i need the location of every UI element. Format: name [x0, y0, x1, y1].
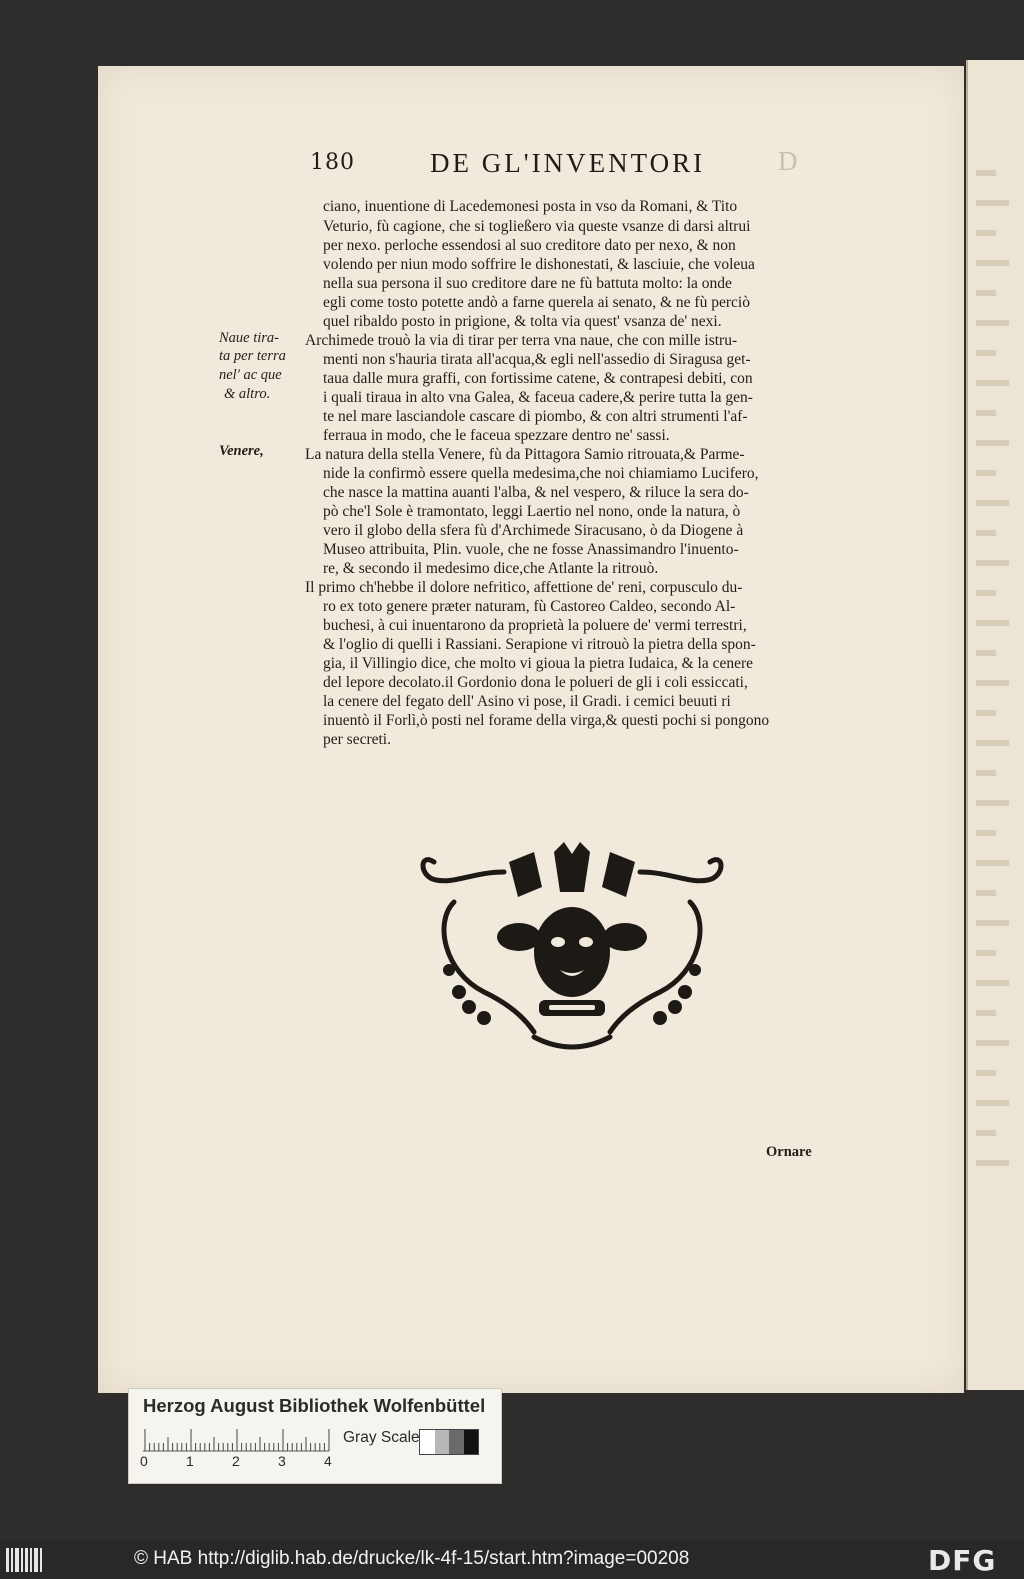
catchword: Ornare — [766, 1144, 812, 1160]
text-line: La natura della stella Venere, fù da Pittagora Samio ritrouata,& Parme- — [305, 446, 745, 463]
bleed-through-line — [976, 1010, 996, 1016]
bleed-through-line — [976, 650, 996, 656]
bleed-through-line — [976, 620, 1009, 626]
margin-note-naue-4: & altro. — [224, 386, 271, 402]
footer-link[interactable]: © HAB http://diglib.hab.de/drucke/lk-4f-15/start.htm?image=00208 — [134, 1548, 690, 1569]
bleed-through-line — [976, 380, 1009, 386]
text-line: che nasce la mattina auanti l'alba, & nel vespero, & riluce la sera do- — [323, 484, 749, 501]
bleed-through-line — [976, 500, 1009, 506]
ruler-number-0: 0 — [140, 1453, 148, 1469]
text-line: te nel mare lasciandole cascare di piombo, & con altri strumenti l'af- — [323, 408, 748, 425]
text-line: Il primo ch'hebbe il dolore nefritico, affettione de' reni, corpusculo du- — [305, 579, 743, 596]
bleed-through-line — [976, 1100, 1009, 1106]
text-line: re, & secondo il medesimo dice,che Atlante la ritrouò. — [323, 560, 659, 577]
gray-scale-label: Gray Scale — [343, 1429, 420, 1446]
gray-patch-dark — [449, 1430, 464, 1454]
text-line: inuentò il Forlì,ò posti nel forame della virga,& questi pochi si pongono — [323, 712, 770, 729]
ruler-number-3: 3 — [278, 1453, 286, 1469]
bleed-through-line — [976, 920, 1009, 926]
grotesque-mask-ornament-icon — [414, 842, 730, 1057]
text-line: & l'oglio di quelli i Rassiani. Serapione vi ritrouò la pietra della spon- — [323, 636, 756, 653]
text-line: nide la confirmò essere quella medesima,che noi chiamiamo Lucifero, — [323, 465, 759, 482]
text-line: nella sua persona il suo creditore dare ne fù battuta molto: la onde — [323, 275, 732, 292]
text-line: quel ribaldo posto in prigione, & tolta via quest' vsanza de' nexi. — [323, 313, 722, 330]
color-scale-card — [128, 1388, 502, 1484]
text-line: ferraua in modo, che le faceua spezzare dentro ne' sassi. — [323, 427, 670, 444]
text-line: volendo per niun modo soffrire le dishonestati, & lasciuie, che voleua — [323, 256, 755, 273]
text-line: Archimede trouò la via di tirar per terra vna naue, che con mille istru- — [305, 332, 738, 349]
barcode-icon — [6, 1548, 46, 1572]
library-name: Herzog August Bibliothek Wolfenbüttel — [143, 1395, 486, 1416]
text-line: del lepore decolato.il Gordonio dona le polueri de gli i coli essiccati, — [323, 674, 748, 691]
bleed-through-line — [976, 1070, 996, 1076]
bleed-through-line — [976, 290, 996, 296]
bleed-through-line — [976, 980, 1009, 986]
running-title: DE GL'INVENTORI — [430, 148, 706, 178]
text-line: buchesi, à cui inuentarono da proprietà la poluere de' vermi terrestri, — [323, 617, 747, 634]
text-line: Museo attribuita, Plin. vuole, che ne fosse Anassimandro l'inuento- — [323, 541, 739, 558]
bleed-through-line — [976, 470, 996, 476]
footer-bar — [0, 1540, 1024, 1579]
text-line: per secreti. — [323, 731, 391, 748]
bleed-through-line — [976, 710, 996, 716]
bleed-through-line — [976, 230, 996, 236]
text-line: i quali tiraua in alto vna Galea, & faceua cadere,& perire tutta la gen- — [323, 389, 753, 406]
bleed-through-line — [976, 680, 1009, 686]
bleed-through-line — [976, 410, 996, 416]
text-line: egli come tosto potette andò a farne querela ai senato, & ne fù perciò — [323, 294, 750, 311]
bleed-through-line — [976, 440, 1009, 446]
bleed-through-line — [976, 350, 996, 356]
text-line: ciano, inuentione di Lacedemonesi posta in vso da Romani, & Tito — [323, 198, 738, 215]
bleed-through-line — [976, 890, 996, 896]
bleed-through-line — [976, 1160, 1009, 1166]
bleed-through-line — [976, 1130, 996, 1136]
page-number: 180 — [310, 150, 355, 175]
bleed-through-line — [976, 170, 996, 176]
ruler-number-1: 1 — [186, 1453, 194, 1469]
bleed-through-line — [976, 260, 1009, 266]
margin-note-naue-3: nel' ac que — [219, 367, 282, 383]
text-line: gia, il Villingio dice, che molto vi gioua la pietra Iudaica, & la cenere — [323, 655, 754, 672]
bleed-through-line — [976, 200, 1009, 206]
text-line: per nexo. perloche essendosi al suo creditore dato per nexo, & non — [323, 237, 736, 254]
bleed-through-line — [976, 950, 996, 956]
text-line: taua dalle mura graffi, con fortissime catene, & contrapesi debiti, con — [323, 370, 753, 387]
text-line: Veturio, fù cagione, che si togließero via queste vsanze di darsi altrui — [323, 218, 751, 235]
bleed-through-line — [976, 860, 1009, 866]
ruler-number-2: 2 — [232, 1453, 240, 1469]
dfg-logo: DFG — [928, 1544, 997, 1577]
bleed-through-line — [976, 800, 1009, 806]
text-line: pò che'l Sole è tramontato, leggi Laertio nel nono, onde la natura, ò — [323, 503, 741, 520]
bleed-through-line — [976, 560, 1009, 566]
bleed-through-line — [976, 530, 996, 536]
bleed-through-letter: D — [778, 146, 798, 176]
text-line: menti non s'hauria tirata all'acqua,& egli nell'assedio di Siragusa get- — [323, 351, 751, 368]
margin-note-naue-1: Naue tira- — [219, 330, 280, 346]
margin-note-venere: Venere, — [219, 443, 264, 459]
text-line: ro ex toto genere præter naturam, fù Castoreo Caldeo, secondo Al- — [323, 598, 736, 615]
ruler-number-4: 4 — [324, 1453, 332, 1469]
gray-patch-light — [435, 1430, 450, 1454]
gray-patch-white — [420, 1430, 435, 1454]
text-line: la cenere del fegato dell' Asino vi pose, il Gradi. i cemici beuuti ri — [323, 693, 731, 710]
bleed-through-line — [976, 740, 1009, 746]
ruler-icon — [143, 1427, 333, 1453]
bleed-through-line — [976, 1040, 1009, 1046]
bleed-through-line — [976, 590, 996, 596]
bleed-through-line — [976, 830, 996, 836]
gray-patch-black — [464, 1430, 479, 1454]
bleed-through-line — [976, 320, 1009, 326]
margin-note-naue-2: ta per terra — [219, 348, 286, 364]
bleed-through-line — [976, 770, 996, 776]
gray-scale-patches — [419, 1429, 479, 1455]
text-line: vero il globo della sfera fù d'Archimede Siracusano, ò da Diogene à — [323, 522, 744, 539]
adjacent-page-edge — [966, 60, 1024, 1390]
